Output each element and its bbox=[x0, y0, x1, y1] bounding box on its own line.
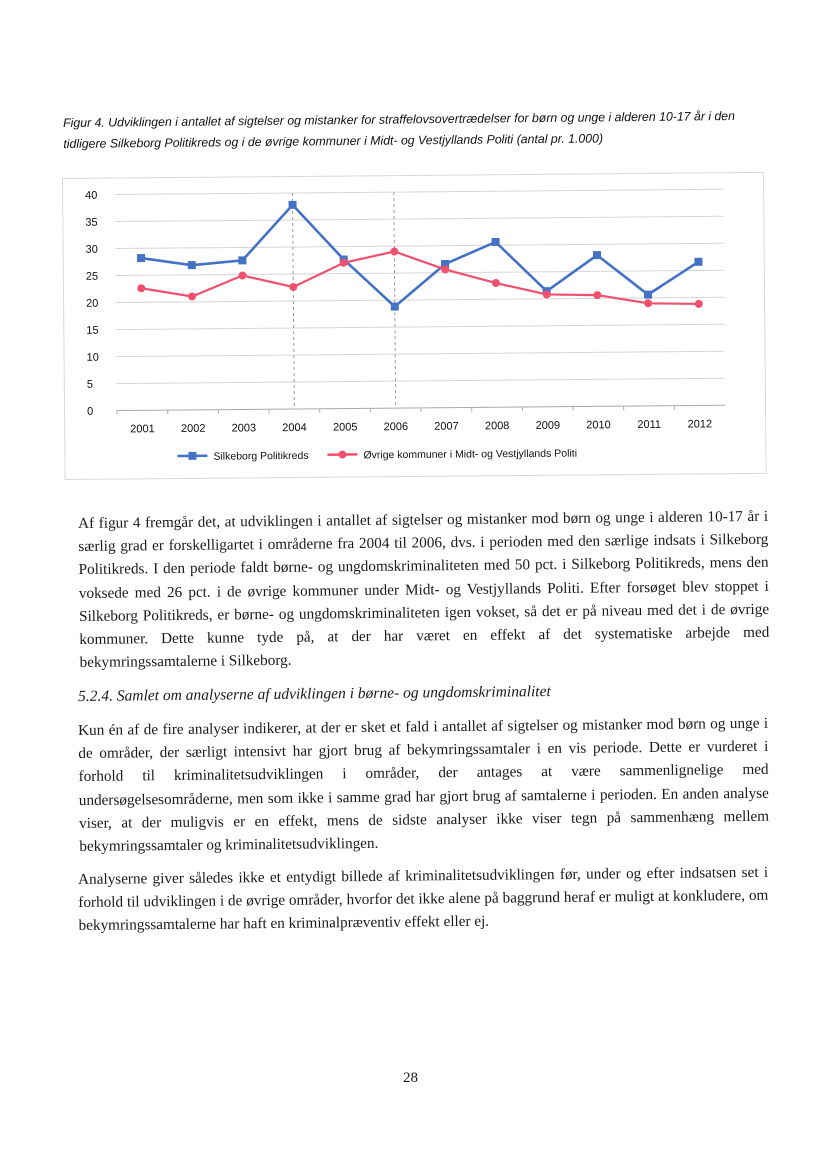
x-tick-label: 2009 bbox=[535, 419, 561, 432]
data-point-square bbox=[644, 291, 652, 299]
y-tick-label: 5 bbox=[86, 378, 93, 391]
x-tick-label: 2012 bbox=[687, 418, 713, 431]
paragraph-2: Kun én af de fire analyser indikerer, at der er sket et fald i antallet af sigtelser og mistanker mod børn og unge i de områder, der særligt intensivt har gjort brug af bekymringssamtaler i en vis periode. Dette er vurderet i forhold til kriminalitetsudviklingen i områder, der antages at være sammenlignelige med undersøgelsesområderne, men som ikke i samme grad har gjort brug af samtalerne i perioden. En anden analyse viser, at der muligvis er en effekt, mens de sidste analyser ikke viser tegn på sammenhæng mellem bekymringssamtaler og kriminalitetsudviklingen. bbox=[78, 714, 770, 856]
data-point-circle bbox=[340, 259, 348, 267]
x-tick-label: 2008 bbox=[484, 420, 510, 433]
paragraph-1: Af figur 4 fremgår det, at udviklingen i antallet af sigtelser og mistanker mod børn og unge i alderen 10-17 år i særlig grad er forskelligartet i områderne fra 2004 til 2006, dvs. i perioden med den særlige indsats i Silkeborg Politikreds. I den periode faldt børne- og ungdomskriminaliteten med 50 pct. i Silkeborg Politikreds, mens den voksede med 26 pct. i de øvrige kommuner under Midt- og Vestjyllands Politi. Efter forsøget blev stoppet i Silkeborg Politikreds, er børne- og ungdomskriminaliteten igen vokset, så det er på niveau med det i de øvrige kommuner. Dette kunne tyde på, at der har været en effekt af det systematiske arbejde med bekymringssamtalerne i Silkeborg. bbox=[78, 507, 770, 672]
data-point-circle bbox=[390, 247, 398, 255]
y-tick-label: 10 bbox=[86, 351, 99, 364]
gridline bbox=[116, 270, 724, 275]
y-tick-label: 0 bbox=[86, 405, 94, 418]
x-tick-label: 2007 bbox=[434, 420, 459, 433]
gridline bbox=[117, 378, 725, 383]
page-number: 28 bbox=[403, 1070, 418, 1086]
legend-label: Silkeborg Politikreds bbox=[213, 449, 309, 463]
chart-svg bbox=[63, 173, 766, 479]
data-point-circle bbox=[695, 300, 703, 308]
gridline bbox=[115, 216, 723, 221]
data-point-circle bbox=[188, 292, 196, 300]
data-point-circle bbox=[441, 265, 449, 273]
x-tick-label: 2004 bbox=[282, 421, 307, 435]
data-point-square bbox=[492, 238, 500, 246]
x-tick-label: 2006 bbox=[383, 420, 409, 434]
data-point-square bbox=[289, 201, 297, 209]
data-point-circle bbox=[644, 299, 652, 307]
y-tick-label: 35 bbox=[85, 216, 98, 229]
data-point-circle bbox=[238, 271, 246, 279]
data-point-square bbox=[694, 258, 702, 266]
data-point-square bbox=[137, 254, 145, 262]
y-tick-label: 20 bbox=[86, 297, 99, 310]
data-point-circle bbox=[289, 283, 297, 291]
legend-swatch-marker bbox=[188, 452, 196, 460]
data-point-square bbox=[238, 256, 246, 264]
section-heading: 5.2.4. Samlet om analyserne af udviklingen i børne- og ungdomskriminalitet bbox=[78, 683, 551, 705]
x-tick-label: 2002 bbox=[180, 422, 206, 435]
x-tick-label: 2011 bbox=[637, 418, 662, 431]
figure-caption: Figur 4. Udviklingen i antallet af sigtelser og mistanker for straffelovsovertrædelser for børn og unge i alderen 10-17 år i den tidligere Silkeborg Politikreds og i de øvrige kommuner i Midt- og Vestjyllands Politi (antal pr. 1.000) bbox=[63, 108, 736, 151]
gridline bbox=[116, 324, 724, 329]
x-tick-label: 2005 bbox=[332, 421, 358, 434]
x-tick-label: 2010 bbox=[586, 419, 611, 432]
x-tick-label: 2001 bbox=[130, 423, 155, 436]
data-point-square bbox=[391, 303, 399, 311]
gridline bbox=[117, 351, 725, 356]
line-chart bbox=[62, 172, 767, 480]
y-tick-label: 25 bbox=[85, 270, 99, 283]
y-tick-label: 15 bbox=[86, 324, 99, 337]
data-point-circle bbox=[593, 291, 601, 299]
data-point-circle bbox=[543, 290, 551, 298]
y-tick-label: 30 bbox=[85, 243, 98, 256]
paragraph-3: Analyserne giver således ikke et entydigt billede af kriminalitetsudviklingen før, under og efter indsatsen set i forhold til udviklingen i de øvrige områder, hvorfor det ikke alene på baggrund heraf er muligt at konkludere, om bekymringssamtalerne har haft en kriminalpræventiv effekt eller ej. bbox=[78, 863, 769, 935]
y-tick-label: 40 bbox=[85, 189, 98, 202]
data-point-square bbox=[593, 251, 601, 259]
legend-swatch-marker bbox=[338, 451, 346, 459]
data-point-circle bbox=[492, 279, 500, 287]
legend-label: Øvrige kommuner i Midt- og Vestjyllands Politi bbox=[363, 447, 578, 462]
data-point-square bbox=[188, 261, 196, 269]
data-point-circle bbox=[137, 284, 145, 292]
x-tick-label: 2003 bbox=[231, 422, 257, 435]
gridline bbox=[116, 243, 724, 248]
gridline bbox=[115, 189, 723, 194]
